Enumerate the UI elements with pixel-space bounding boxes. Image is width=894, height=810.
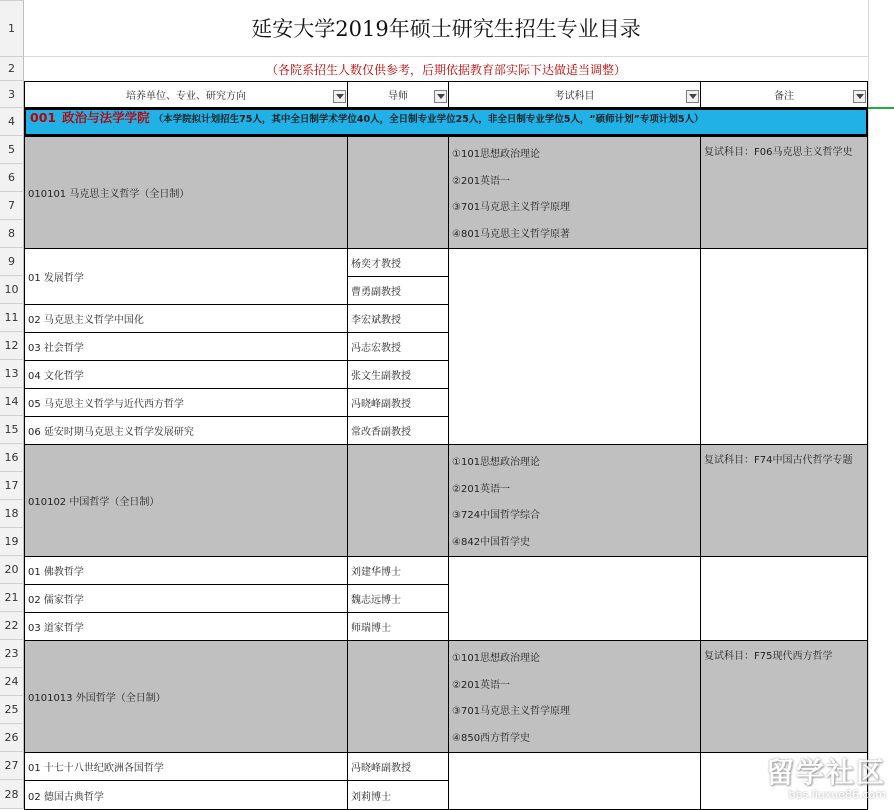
advisor-cell[interactable]: 冯晓峰副教授 [347, 388, 449, 417]
direction-cell[interactable]: 01 十七十八世纪欧洲各国哲学 [24, 752, 348, 781]
exam-subject: ③724中国哲学综合 [452, 510, 541, 522]
header-remark-label: 备注 [774, 91, 794, 102]
exam-subject: ②201英语一 [452, 175, 511, 187]
filter-dropdown-button[interactable] [333, 90, 346, 103]
row-header[interactable]: 10 [0, 276, 24, 304]
row-header[interactable]: 7 [0, 192, 24, 220]
row-header[interactable]: 27 [0, 752, 24, 780]
row-header[interactable]: 26 [0, 724, 24, 752]
page-title: 延安大学2019年硕士研究生招生专业目录 [24, 0, 868, 57]
chevron-down-icon [437, 94, 445, 99]
exam-subjects-cell[interactable] [448, 640, 701, 753]
row-header[interactable]: 2 [0, 57, 24, 81]
direction-cell[interactable]: 03 社会哲学 [24, 332, 348, 361]
exam-subject: ①101思想政治理论 [452, 456, 541, 468]
header-subjects-label: 考试科目 [554, 91, 595, 102]
row-header[interactable]: 14 [0, 388, 24, 416]
row-header[interactable]: 20 [0, 556, 24, 584]
exam-subjects-cell[interactable] [448, 136, 701, 249]
major-name-cell[interactable]: 010101 马克思主义哲学（全日制） [24, 136, 348, 249]
row-header[interactable]: 17 [0, 472, 24, 500]
row-header[interactable]: 1 [0, 0, 24, 57]
department-code: 001 [30, 110, 57, 125]
filter-dropdown-button[interactable] [853, 90, 866, 103]
row-header[interactable]: 8 [0, 220, 24, 248]
direction-cell[interactable]: 02 德国古典哲学 [24, 780, 348, 810]
exam-subject: ①101思想政治理论 [452, 652, 541, 664]
advisor-cell[interactable]: 张文生副教授 [347, 360, 449, 389]
header-subjects [448, 81, 701, 108]
empty-remark-cell[interactable] [700, 556, 868, 641]
empty-subjects-cell[interactable] [448, 556, 701, 641]
row-header[interactable]: 18 [0, 500, 24, 528]
direction-cell[interactable]: 05 马克思主义哲学与近代西方哲学 [24, 388, 348, 417]
advisor-cell[interactable]: 冯晓峰副教授 [347, 752, 449, 781]
row-header[interactable]: 25 [0, 696, 24, 724]
remark-cell[interactable]: 复试科目：F06马克思主义哲学史 [700, 136, 868, 249]
major-name-cell[interactable]: 010102 中国哲学（全日制） [24, 444, 348, 557]
remark-cell[interactable]: 复试科目：F74中国古代哲学专题 [700, 444, 868, 557]
notice-text: （各院系招生人数仅供参考，后期依据教育部实际下达做适当调整） [265, 62, 626, 77]
row-header[interactable]: 9 [0, 248, 24, 276]
department-description: （本学院拟计划招生75人，其中全日制学术学位40人，全日制专业学位25人，非全日制专业学位5人，“硕师计划”专项计划5人） [153, 114, 704, 125]
remark-cell[interactable]: 复试科目：F75现代西方哲学 [700, 640, 868, 753]
exam-subject: ④850西方哲学史 [452, 733, 531, 745]
row-header[interactable]: 22 [0, 612, 24, 640]
row-header[interactable]: 28 [0, 780, 24, 809]
header-advisor [347, 81, 449, 108]
empty-subjects-cell[interactable] [448, 752, 701, 810]
advisor-cell[interactable]: 师瑞博士 [347, 612, 449, 641]
row-header[interactable]: 3 [0, 81, 24, 108]
exam-subject: ①101思想政治理论 [452, 148, 541, 160]
header-advisor-label: 导师 [388, 91, 408, 102]
header-unit [24, 81, 348, 108]
gridline [868, 0, 869, 809]
exam-subject: ③701马克思主义哲学原理 [452, 706, 571, 718]
advisor-cell[interactable]: 常改香副教授 [347, 416, 449, 445]
row-header[interactable]: 11 [0, 304, 24, 332]
advisor-cell[interactable]: 刘建华博士 [347, 556, 449, 585]
exam-subject: ②201英语一 [452, 679, 511, 691]
chevron-down-icon [336, 94, 344, 99]
row-header[interactable]: 23 [0, 640, 24, 668]
row-header[interactable]: 19 [0, 528, 24, 556]
row-header[interactable]: 24 [0, 668, 24, 696]
exam-subject: ④801马克思主义哲学原著 [452, 229, 571, 241]
row-header[interactable]: 5 [0, 136, 24, 164]
advisor-cell[interactable]: 杨奕才教授 [347, 248, 449, 277]
selection-line [868, 107, 894, 109]
major-advisor-cell[interactable] [347, 136, 449, 249]
exam-subject: ②201英语一 [452, 483, 511, 495]
watermark-main: 留学社区 [765, 756, 886, 789]
watermark-url: bbs.liuxue86.com [788, 788, 886, 801]
header-unit-label: 培养单位、专业、研究方向 [126, 91, 246, 102]
empty-subjects-cell[interactable] [448, 248, 701, 445]
row-header[interactable]: 4 [0, 108, 24, 136]
row-header[interactable]: 6 [0, 164, 24, 192]
direction-cell[interactable]: 03 道家哲学 [24, 612, 348, 641]
advisor-cell[interactable]: 李宏斌教授 [347, 304, 449, 333]
department-name: 政治与法学学院 [62, 110, 150, 125]
direction-cell[interactable]: 01 发展哲学 [24, 248, 348, 305]
row-header[interactable]: 12 [0, 332, 24, 360]
row-header[interactable]: 21 [0, 584, 24, 612]
advisor-cell[interactable]: 魏志远博士 [347, 584, 449, 613]
advisor-cell[interactable]: 冯志宏教授 [347, 332, 449, 361]
advisor-cell[interactable]: 刘莉博士 [347, 780, 449, 810]
exam-subject: ③701马克思主义哲学原理 [452, 202, 571, 214]
department-row[interactable] [24, 108, 868, 136]
chevron-down-icon [856, 94, 864, 99]
direction-cell[interactable]: 04 文化哲学 [24, 360, 348, 389]
direction-cell[interactable]: 06 延安时期马克思主义哲学发展研究 [24, 416, 348, 445]
advisor-cell[interactable]: 曹勇副教授 [347, 276, 449, 305]
direction-cell[interactable]: 02 马克思主义哲学中国化 [24, 304, 348, 333]
filter-dropdown-button[interactable] [686, 90, 699, 103]
header-remark [700, 81, 868, 108]
row-header[interactable]: 13 [0, 360, 24, 388]
exam-subject: ④842中国哲学史 [452, 537, 531, 549]
chevron-down-icon [689, 94, 697, 99]
direction-cell[interactable]: 02 儒家哲学 [24, 584, 348, 613]
exam-subjects-cell[interactable] [448, 444, 701, 557]
empty-remark-cell[interactable] [700, 248, 868, 445]
right-empty-column [868, 0, 894, 809]
row-header[interactable]: 16 [0, 444, 24, 472]
row-header[interactable]: 15 [0, 416, 24, 444]
major-name-cell[interactable]: 0101013 外国哲学（全日制） [24, 640, 348, 753]
direction-cell[interactable]: 01 佛教哲学 [24, 556, 348, 585]
filter-dropdown-button[interactable] [434, 90, 447, 103]
major-advisor-cell[interactable] [347, 444, 449, 557]
watermark-logo [766, 758, 886, 801]
major-advisor-cell[interactable] [347, 640, 449, 753]
